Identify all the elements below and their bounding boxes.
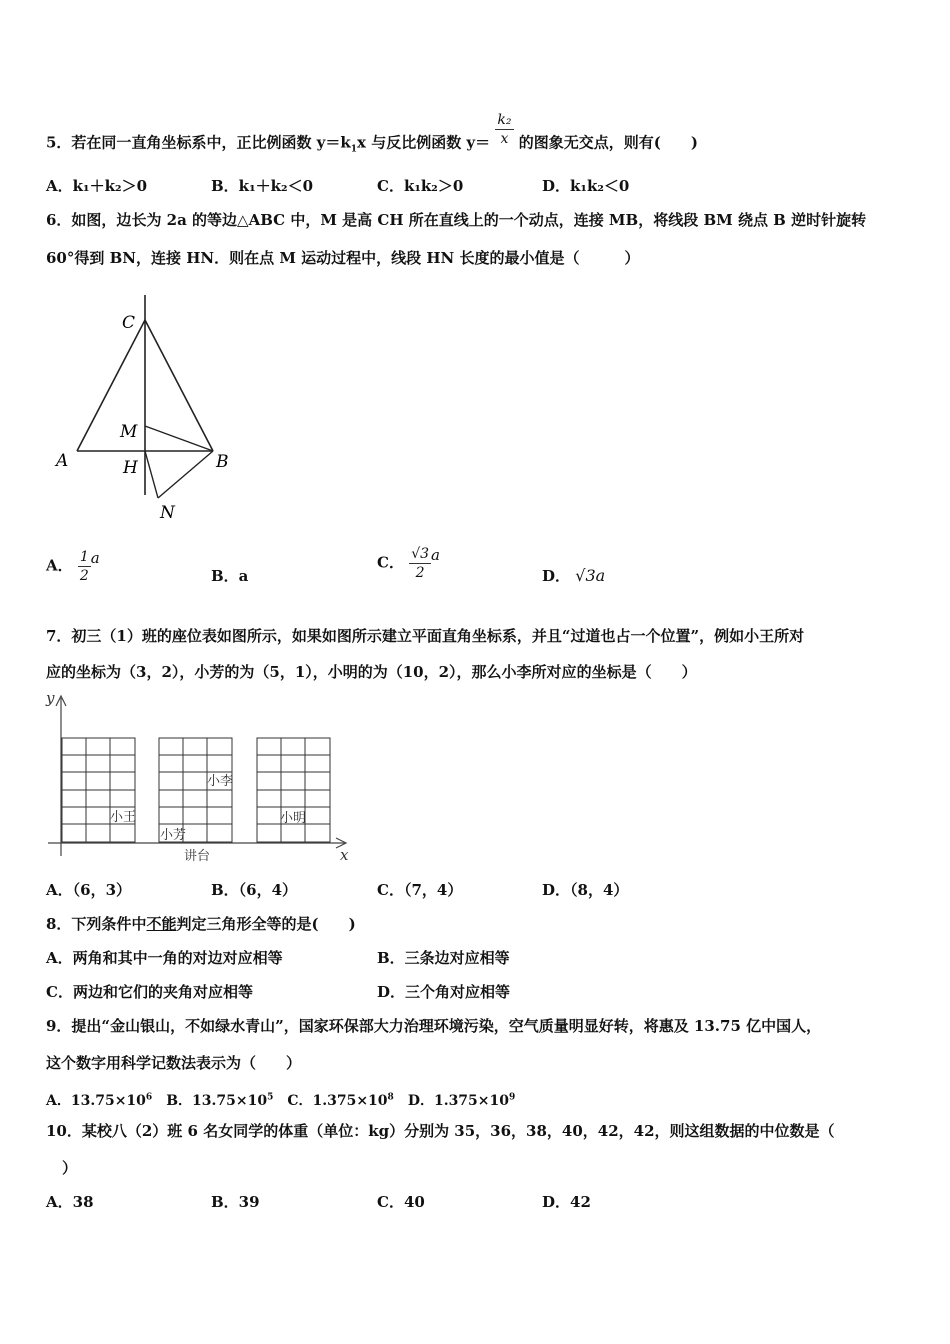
segment-hn [145,451,158,498]
label-m: M [120,422,138,442]
q7-option-b: B．（6，4） [211,881,298,899]
seat-block-left [62,738,135,842]
q10-option-b: B．39 [211,1193,260,1211]
q5-option-d: D．k₁k₂＜0 [542,177,630,195]
label-xiaoming: 小明 [280,811,307,826]
q6-option-a: A． $\frac{1}{2}$ a [46,548,100,584]
q6-stem-line2: 60°得到 BN，连接 HN．则在点 M 运动过程中，线段 HN 长度的最小值是（ ） [46,249,640,267]
q9-stem-line2: 这个数字用科学记数法表示为（ ） [46,1054,302,1072]
q10-option-c: C．40 [377,1193,425,1211]
q9-stem-line1: 9．提出“金山银山，不如绿水青山”，国家环保部大力治理环境污染，空气质量明显好转，将惠及 13.75 亿中国人， [46,1017,822,1035]
label-c: C [122,313,136,333]
label-xiaoli: 小李 [207,774,234,789]
q7-stem-line2: 应的坐标为（3，2），小芳的为（5，1），小明的为（10，2），那么小李所对应的坐标是（ ） [46,663,697,681]
q5-stem: 5．若在同一直角坐标系中，正比例函数 $y=k_1x$ 与反比例函数 y＝ $\frac{\text{k₂}}{x}$ 的图象无交点，则有( ) [46,112,698,155]
q6-stem-line1: 6．如图，边长为 2a 的等边△ABC 中，M 是高 CH 所在直线上的一个动点，连接 MB，将线段 BM 绕点 B 逆时针旋转 [46,211,867,229]
label-xiaofang: 小芳 [160,828,187,843]
q6-option-d: D． √3a [542,566,606,585]
q8-option-a: A．两角和其中一角的对边对应相等 [46,949,283,967]
q10-stem-line2: ） [62,1159,78,1177]
q9-options [46,1087,515,1111]
q7-seating-chart [40,688,360,866]
q7-option-c: C．（7，4） [377,881,463,899]
label-a: A [56,451,69,471]
q8-option-d: D．三个角对应相等 [377,983,511,1001]
q10-option-a: A．38 [46,1193,94,1211]
label-n: N [160,503,175,523]
q5-option-c: C．k₁k₂＞0 [377,177,464,195]
q5-option-b: B．k₁＋k₂＜0 [211,177,314,195]
label-podium: 讲台 [184,849,211,864]
q7-option-a: A．（6，3） [46,881,132,899]
q6-option-b: B．a [211,567,249,585]
q8-emphasis: 不能 [146,915,177,933]
q6-triangle-figure [40,285,270,530]
q9-option-c: C．$1.375\times 10^8$ [287,1092,394,1109]
q8-option-b: B．三条边对应相等 [377,949,510,967]
segment-bn [158,451,213,498]
q9-option-a: A．$13.75\times 10^6$ [46,1092,153,1109]
q5-option-a: A．k₁＋k₂＞0 [46,177,148,195]
q5-fraction: $\frac{\text{k₂}}{x}$ [497,112,512,147]
q9-option-b: B．$13.75\times 10^5$ [166,1092,274,1109]
q8-option-c: C．两边和它们的夹角对应相等 [46,983,253,1001]
label-xiaowang: 小王 [110,810,137,825]
label-h: H [123,458,138,478]
q7-stem-line1: 7．初三（1）班的座位表如图所示，如果如图所示建立平面直角坐标系，并且“过道也占一个位置”，例如小王所对 [46,627,805,645]
q6-option-c: C． $\frac{√3}{2}$ a [377,545,440,581]
side-cb [145,320,213,451]
seat-block-middle [159,738,232,842]
q9-option-d: D．$1.375\times 10^9$ [407,1092,516,1109]
x-axis-label: x [340,846,349,864]
q8-stem: 8．下列条件中不能判定三角形全等的是( ) [46,915,356,933]
q10-stem-line1: 10．某校八（2）班 6 名女同学的体重（单位：kg）分别为 35，36，38，40，42，42，则这组数据的中位数是（ [46,1122,835,1140]
seat-block-right [257,738,330,842]
q7-option-d: D．（8，4） [542,881,629,899]
label-b: B [216,452,229,472]
q10-option-d: D．42 [542,1193,591,1211]
y-axis-label: y [46,689,55,707]
